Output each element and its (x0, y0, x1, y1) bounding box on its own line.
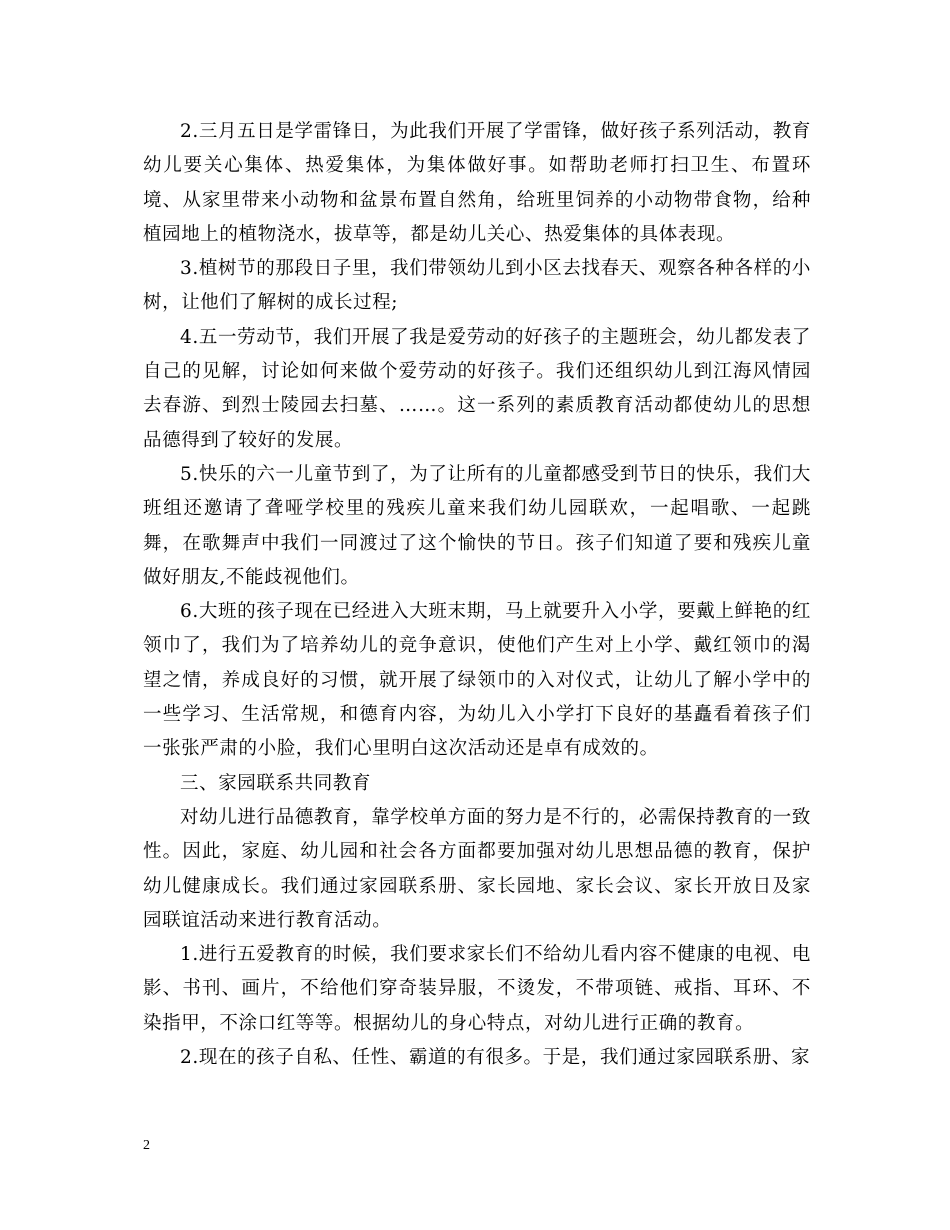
paragraph-five-loves: 1.进行五爱教育的时候，我们要求家长们不给幼儿看内容不健康的电视、电影、书刊、画片，不给他们穿奇装异服，不烫发，不带项链、戒指、耳环、不染指甲，不涂口红等等。根据幼儿的身心特点，对幼儿进行正确的教育。 (143, 944, 811, 1034)
paragraph-labor-day: 4.五一劳动节，我们开展了我是爱劳动的好孩子的主题班会，幼儿都发表了自己的见解，讨论如何来做个爱劳动的好孩子。我们还组织幼儿到江海风情园去春游、到烈士陵园去扫墓、……。这一系列的素质教育活动都使幼儿的思想品德得到了较好的发展。 (143, 326, 811, 451)
paragraph-selfish-children: 2.现在的孩子自私、任性、霸道的有很多。于是，我们通过家园联系册、家 (180, 1047, 811, 1069)
page-number: 2 (143, 1138, 150, 1153)
paragraph-childrens-day: 5.快乐的六一儿童节到了，为了让所有的儿童都感受到节日的快乐，我们大班组还邀请了聋哑学校里的残疾儿童来我们幼儿园联欢，一起唱歌、一起跳舞，在歌舞声中我们一同渡过了这个愉快的节日。孩子们知道了要和残疾儿童做好朋友,不能歧视他们。 (143, 463, 811, 588)
section-heading-home-school: 三、家园联系共同教育 (180, 772, 372, 794)
paragraph-arbor-day: 3.植树节的那段日子里，我们带领幼儿到小区去找春天、观察各种各样的小树，让他们了解树的成长过程; (143, 258, 811, 314)
paragraph-graduating-class: 6.大班的孩子现在已经进入大班末期，马上就要升入小学，要戴上鲜艳的红领巾了，我们为了培养幼儿的竞争意识，使他们产生对上小学、戴红领巾的渴望之情，养成良好的习惯，就开展了绿领巾的入对仪式，让幼儿了解小学中的一些学习、生活常规，和德育内容，为幼儿入小学打下良好的基矗看着孩子们一张张严肃的小脸，我们心里明白这次活动还是卓有成效的。 (143, 601, 811, 760)
paragraph-moral-education: 对幼儿进行品德教育，靠学校单方面的努力是不行的，必需保持教育的一致性。因此，家庭、幼儿园和社会各方面都要加强对幼儿思想品德的教育，保护幼儿健康成长。我们通过家园联系册、家长园地、家长会议、家长开放日及家园联谊活动来进行教育活动。 (143, 806, 811, 931)
paragraph-lei-feng-day: 2.三月五日是学雷锋日，为此我们开展了学雷锋，做好孩子系列活动，教育幼儿要关心集体、热爱集体，为集体做好事。如帮助老师打扫卫生、布置环境、从家里带来小动物和盆景布置自然角，给班里饲养的小动物带食物，给种植园地上的植物浇水，拔草等，都是幼儿关心、热爱集体的具体表现。 (143, 121, 811, 245)
document-body (143, 115, 811, 1075)
